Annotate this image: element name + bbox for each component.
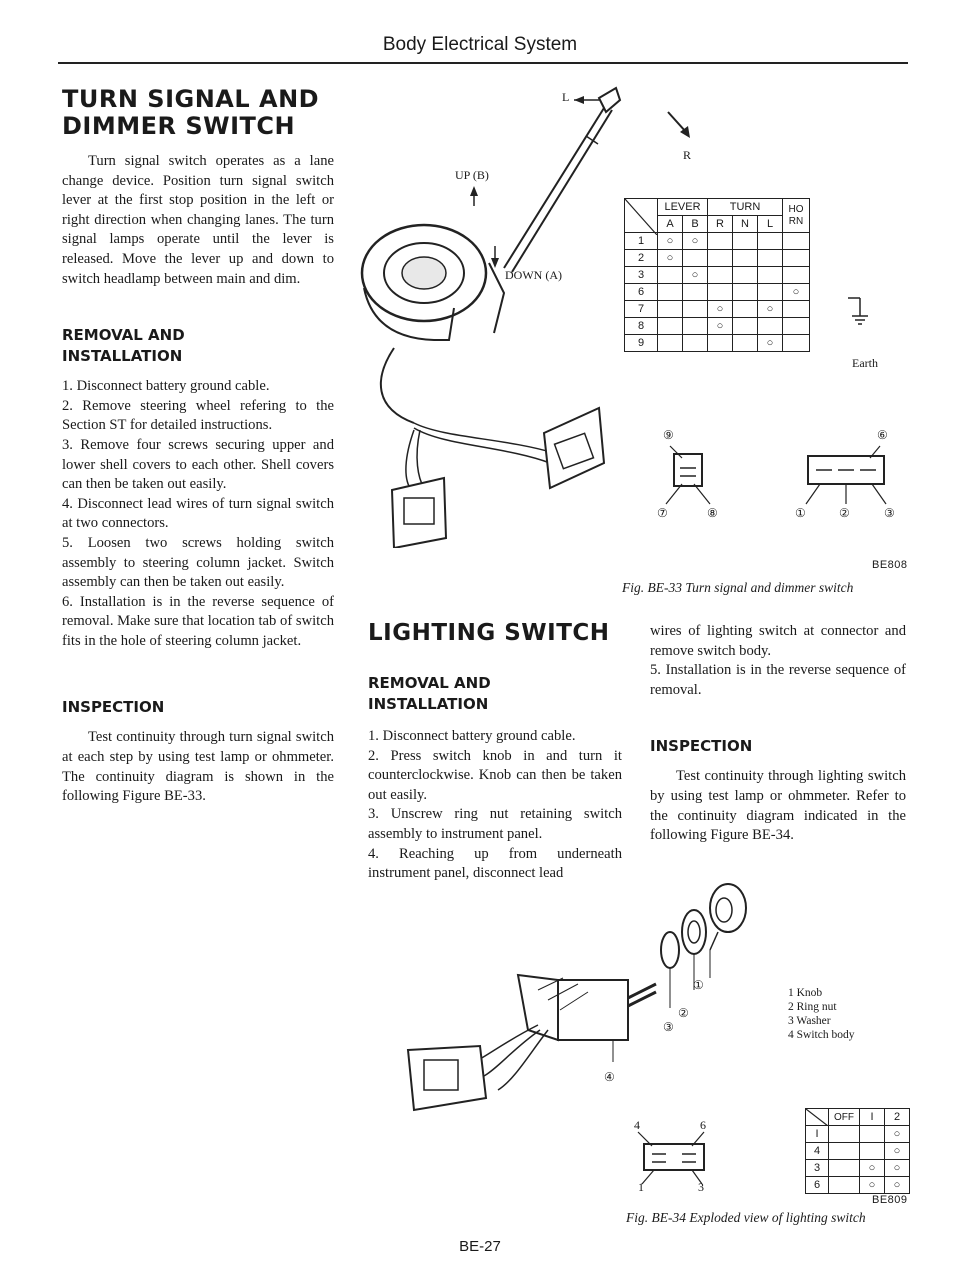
callout-knob: ① [693, 978, 704, 992]
column-header: OFF [829, 1109, 860, 1126]
column-header: I [860, 1109, 885, 1126]
continuity-node: ○ [758, 301, 783, 318]
turn-signal-intro: Turn signal switch operates as a lane change device. Position turn signal switch lever at the first stop position in the left or right direction when changing lanes. The turn signal lamps operate until the lever is released. Move the lever up and down to switch headlamp between main and dim. [62, 153, 334, 287]
continuity-node: ○ [885, 1177, 910, 1194]
lighting-removal-heading: REMOVAL AND INSTALLATION [368, 674, 491, 713]
connector-right-icon [796, 444, 896, 508]
table-row: 2 ○ [625, 250, 810, 267]
left-column [62, 86, 334, 807]
column-header-lever: LEVER [658, 199, 708, 216]
legend-item: 1 Knob [788, 987, 823, 999]
lighting-continuity-table [805, 1108, 910, 1194]
figure-code-be809: BE809 [872, 1194, 908, 1206]
list-item: 4. Reaching up from underneath instrument panel, disconnect lead [368, 845, 622, 882]
turn-signal-switch-drawing [354, 78, 624, 548]
lever-down-label: DOWN (A) [505, 268, 562, 282]
connector-terminal-6: ⑥ [877, 428, 888, 442]
list-item: 5. Loosen two screws holding switch assembly to steering column jacket. Switch assembly can then be taken out easily. [62, 534, 334, 591]
lighting-removal-continued: wires of lighting switch at connector and remove switch body. [650, 623, 906, 659]
continuity-node: ○ [708, 301, 733, 318]
right-arrow-icon [660, 98, 700, 148]
table-row: 8 ○ [625, 318, 810, 335]
turn-signal-continuity-table [624, 198, 810, 352]
table-row: 7 ○ ○ [625, 301, 810, 318]
table-row: 1 ○ ○ [625, 233, 810, 250]
continuity-node: ○ [885, 1143, 910, 1160]
page-header-title: Body Electrical System [382, 34, 578, 55]
list-item: 1. Disconnect battery ground cable. [368, 728, 576, 744]
lever-right-label: R [683, 148, 692, 162]
list-item: 1. Disconnect battery ground cable. [62, 378, 270, 395]
column-header: 2 [885, 1109, 910, 1126]
lighting-inspection-text: Test continuity through lighting switch by using test lamp or ohmmeter. Refer to the continuity diagram indicated in the following Figure BE-34. [650, 768, 906, 844]
lighting-removal-step5: 5. Installation is in the reverse sequence of removal. [650, 662, 906, 698]
callout-switch-body: ④ [604, 1070, 615, 1084]
continuity-node: ○ [758, 335, 783, 352]
continuity-node: ○ [683, 233, 708, 250]
right-column [650, 622, 906, 846]
lighting-switch-exploded-drawing [388, 880, 788, 1130]
lever-left-label: L [562, 90, 570, 104]
continuity-node: ○ [783, 284, 810, 301]
list-item: 3. Unscrew ring nut retaining switch assembly to instrument panel. [368, 806, 622, 842]
continuity-node: ○ [860, 1177, 885, 1194]
lighting-inspection-heading: INSPECTION [650, 737, 753, 756]
continuity-node: ○ [885, 1160, 910, 1177]
connector-pin-6: 6 [700, 1118, 706, 1132]
lighting-removal-steps [368, 727, 622, 884]
table-row: 3 ○ ○ [806, 1160, 910, 1177]
legend-item: 4 Switch body [788, 1029, 855, 1041]
continuity-node: ○ [860, 1160, 885, 1177]
connector-pin-1: 1 [638, 1180, 644, 1194]
column-header: L [758, 216, 783, 233]
list-item: 2. Remove steering wheel refering to the Section ST for detailed instructions. [62, 397, 334, 434]
removal-heading: REMOVAL AND INSTALLATION [62, 326, 185, 366]
connector-pin-3: 3 [698, 1180, 704, 1194]
connector-terminal-7: ⑦ [657, 506, 668, 520]
table-row: 6 ○ [625, 284, 810, 301]
connector-terminal-1: ① [795, 506, 806, 520]
earth-label: Earth [852, 356, 878, 370]
connector-left-icon [660, 444, 716, 508]
column-header: R [708, 216, 733, 233]
connector-terminal-8: ⑧ [707, 506, 718, 520]
continuity-node: ○ [708, 318, 733, 335]
connector-pin-4: 4 [634, 1118, 640, 1132]
legend-item: 2 Ring nut [788, 1001, 837, 1013]
connector-terminal-3: ③ [884, 506, 895, 520]
continuity-node: ○ [885, 1126, 910, 1143]
table-row: 4 ○ [806, 1143, 910, 1160]
fig34-legend [788, 986, 854, 1042]
header-rule [58, 62, 908, 64]
table-corner [806, 1109, 829, 1126]
column-header-turn: TURN [708, 199, 783, 216]
list-item: 3. Remove four screws securing upper and lower shell covers to each other. Shell covers can then be taken out easily. [62, 436, 334, 493]
inspection-text: Test continuity through turn signal switch at each step by using test lamp or ohmmeter. The continuity diagram is shown in the following Figure BE-33. [62, 729, 334, 805]
removal-steps [62, 377, 334, 651]
callout-ring-nut: ② [678, 1006, 689, 1020]
connector-terminal-9: ⑨ [663, 428, 674, 442]
column-header-horn: HO RN [783, 199, 810, 233]
table-row: 9 ○ [625, 335, 810, 352]
earth-ground-icon [848, 290, 878, 330]
table-corner [625, 199, 658, 233]
continuity-node: ○ [683, 267, 708, 284]
figure-caption-be34: Fig. BE-34 Exploded view of lighting switch [626, 1210, 866, 1225]
list-item: 4. Disconnect lead wires of turn signal switch at two connectors. [62, 495, 334, 532]
table-row: I ○ [806, 1126, 910, 1143]
figure-code-be808: BE808 [872, 559, 908, 571]
lever-up-label: UP (B) [455, 168, 489, 182]
connector-terminal-2: ② [839, 506, 850, 520]
list-item: 2. Press switch knob in and turn it counterclockwise. Knob can then be taken out easily. [368, 747, 622, 803]
callout-washer: ③ [663, 1020, 674, 1034]
inspection-heading: INSPECTION [62, 698, 165, 717]
legend-item: 3 Washer [788, 1015, 831, 1027]
column-header: N [733, 216, 758, 233]
page-number: BE-27 [459, 1238, 501, 1255]
continuity-node: ○ [658, 233, 683, 250]
column-header: B [683, 216, 708, 233]
section-title-lighting-switch: LIGHTING SWITCH [368, 620, 610, 646]
figure-caption-be33: Fig. BE-33 Turn signal and dimmer switch [622, 580, 854, 595]
lighting-connector-icon [632, 1130, 716, 1186]
column-header: A [658, 216, 683, 233]
section-title-turn-signal: TURN SIGNAL AND DIMMER SWITCH [62, 85, 320, 140]
list-item: 6. Installation is in the reverse sequence of removal. Make sure that location tab of switch fits in the hole of steering column jacket. [62, 593, 334, 649]
table-row: 6 ○ ○ [806, 1177, 910, 1194]
table-row: 3 ○ [625, 267, 810, 284]
continuity-node: ○ [658, 250, 683, 267]
middle-column [368, 620, 622, 884]
